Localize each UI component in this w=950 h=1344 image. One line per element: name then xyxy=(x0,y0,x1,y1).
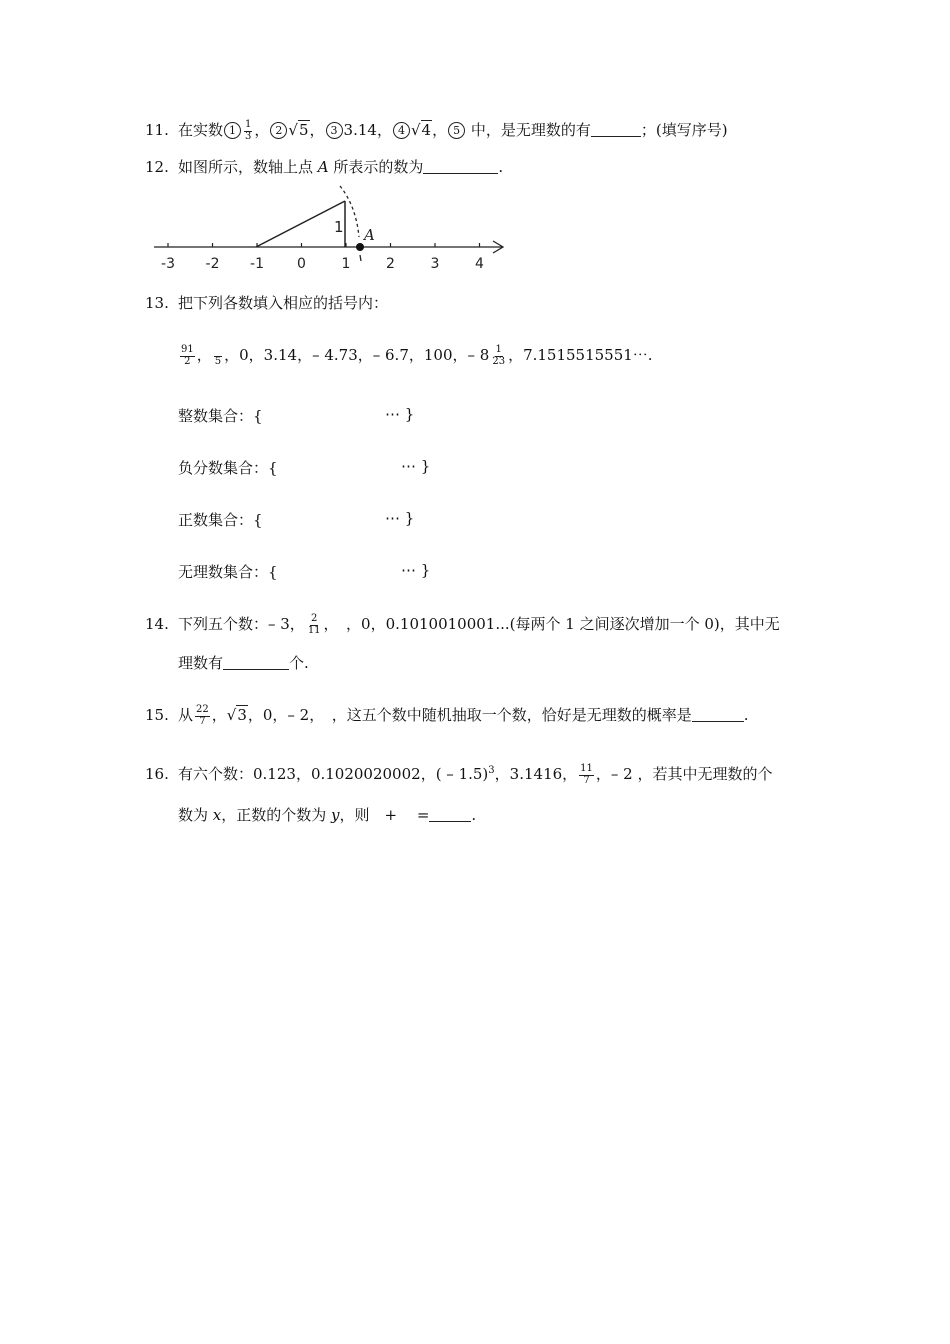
variable-x: x xyxy=(212,806,222,824)
square-root: √5 xyxy=(288,121,309,139)
circled-number: 3 xyxy=(326,122,343,139)
square-root: √4 xyxy=(410,121,432,139)
numerator: 91 xyxy=(181,344,194,355)
tick-label: -1 xyxy=(250,256,264,272)
set-end: ⋯ } xyxy=(385,405,415,423)
question-15 xyxy=(145,705,749,727)
set-label: 无理数集合：{ xyxy=(178,563,278,581)
set-integers xyxy=(178,405,415,426)
question-number: 11. xyxy=(145,121,169,139)
point-a-label: A xyxy=(317,158,329,176)
question-16 xyxy=(145,764,773,786)
q12-text: 所表示的数为 xyxy=(328,158,424,176)
answer-blank[interactable] xyxy=(429,807,471,822)
numerator: 1 xyxy=(245,119,252,130)
question-number: 15. xyxy=(145,706,169,724)
q11-end: ；(填写序号) xyxy=(640,121,728,139)
set-label: 负分数集合：{ xyxy=(178,459,278,477)
q12-text: 如图所示，数轴上点 xyxy=(178,158,318,176)
circled-number: 4 xyxy=(393,122,410,139)
question-14-line2 xyxy=(178,652,309,673)
q13-number-list xyxy=(178,344,653,367)
q14-text: 个. xyxy=(289,654,309,672)
denominator: 5 xyxy=(214,355,222,367)
question-12 xyxy=(145,159,503,175)
fraction xyxy=(579,764,594,786)
set-negative-fractions xyxy=(178,457,431,478)
numerator xyxy=(214,345,222,357)
fraction xyxy=(214,345,222,367)
question-16-line2 xyxy=(178,804,476,825)
set-end: ⋯ } xyxy=(401,561,431,579)
question-13 xyxy=(145,296,388,311)
separator: ， xyxy=(254,121,270,139)
denominator: 23 xyxy=(492,355,506,367)
radicand: 4 xyxy=(421,121,432,139)
separator: ， xyxy=(432,121,448,139)
fraction xyxy=(180,345,195,367)
question-number: 16. xyxy=(145,765,169,783)
side-label: 1 xyxy=(334,218,344,236)
answer-blank[interactable] xyxy=(692,707,744,722)
variable-y: y xyxy=(331,806,340,824)
separator: ， xyxy=(376,121,392,139)
q14-text: 下列五个数：– 3， xyxy=(178,615,305,633)
exponent: 3 xyxy=(488,765,495,776)
numerator: 22 xyxy=(196,704,209,715)
separator: ， xyxy=(211,706,227,724)
fraction xyxy=(195,705,210,727)
fraction xyxy=(491,345,506,367)
answer-blank[interactable] xyxy=(223,655,289,670)
q15-text: ，0，– 2， ，这五个数中随机抽取一个数，恰好是无理数的概率是 xyxy=(247,706,692,724)
hypotenuse xyxy=(256,201,345,247)
point-a xyxy=(356,243,364,251)
numerator: 11 xyxy=(580,763,593,774)
q11-tail: 中，是无理数的有 xyxy=(466,121,591,139)
tick-label: 0 xyxy=(297,256,306,272)
radicand: 5 xyxy=(298,121,309,139)
q15-end: . xyxy=(743,706,749,724)
q15-text: 从 xyxy=(178,706,194,724)
separator: ， xyxy=(309,121,325,139)
answer-blank[interactable] xyxy=(423,159,498,174)
number-list: ，7.1515515551⋯. xyxy=(508,346,653,364)
q16-text: ，正数的个数为 xyxy=(221,806,332,824)
denominator: 3 xyxy=(245,130,252,142)
answer-blank[interactable] xyxy=(591,122,641,137)
set-label: 正数集合：{ xyxy=(178,511,263,529)
tick-label: 4 xyxy=(475,256,484,272)
denominator: 11 xyxy=(307,624,321,636)
fraction xyxy=(244,120,252,142)
denominator: 2 xyxy=(184,355,191,367)
question-14 xyxy=(145,614,780,636)
circled-number: 1 xyxy=(224,122,241,139)
q13-text: 把下列各数填入相应的括号内： xyxy=(178,294,389,312)
separator: ， xyxy=(224,346,240,364)
number-line-figure xyxy=(150,180,510,272)
set-irrational xyxy=(178,561,431,582)
q16-end: . xyxy=(471,806,477,824)
q14-text: ， ，0，0.1010010001...(每两个 1 之间逐次增加一个 0)，其中无 xyxy=(323,615,780,633)
number-list: 0，3.14，– 4.73，– 6.7，100，– 8 xyxy=(239,346,490,364)
q16-text: ，则 + = xyxy=(339,806,430,824)
question-number: 13. xyxy=(145,294,169,312)
tick-label: -2 xyxy=(205,256,220,272)
point-a-label: A xyxy=(364,226,375,244)
question-number: 14. xyxy=(145,615,169,633)
tick-label: 3 xyxy=(430,256,440,272)
tick-label: -3 xyxy=(161,256,175,272)
numerator: 2 xyxy=(310,613,318,624)
q16-text: 数为 xyxy=(178,806,213,824)
q16-text: ，3.1416， xyxy=(494,765,578,783)
q11-intro: 在实数 xyxy=(178,121,224,139)
q14-text: 理数有 xyxy=(178,654,224,672)
value: 3.14 xyxy=(343,121,377,139)
circled-number: 2 xyxy=(270,122,287,139)
question-11 xyxy=(145,120,728,142)
arc-mark xyxy=(360,255,361,261)
denominator: 7 xyxy=(199,715,206,727)
numerator: 1 xyxy=(495,344,502,355)
square-root: √3 xyxy=(226,706,247,724)
circled-number: 5 xyxy=(448,122,465,139)
set-label: 整数集合：{ xyxy=(178,407,263,425)
fraction xyxy=(307,614,322,636)
set-positive xyxy=(178,509,415,530)
tick-label: 2 xyxy=(386,256,395,272)
separator: ， xyxy=(196,346,212,364)
denominator: 7 xyxy=(583,774,590,786)
set-end: ⋯ } xyxy=(401,457,431,475)
question-number: 12. xyxy=(145,158,169,176)
tick-label: 1 xyxy=(341,256,351,272)
q12-end: . xyxy=(498,158,504,176)
radicand: 3 xyxy=(237,706,247,724)
q16-text: ，– 2 ，若其中无理数的个 xyxy=(595,765,773,783)
set-end: ⋯ } xyxy=(385,509,415,527)
q16-text: 有六个数：0.123，0.1020020002，( – 1.5) xyxy=(178,765,489,783)
